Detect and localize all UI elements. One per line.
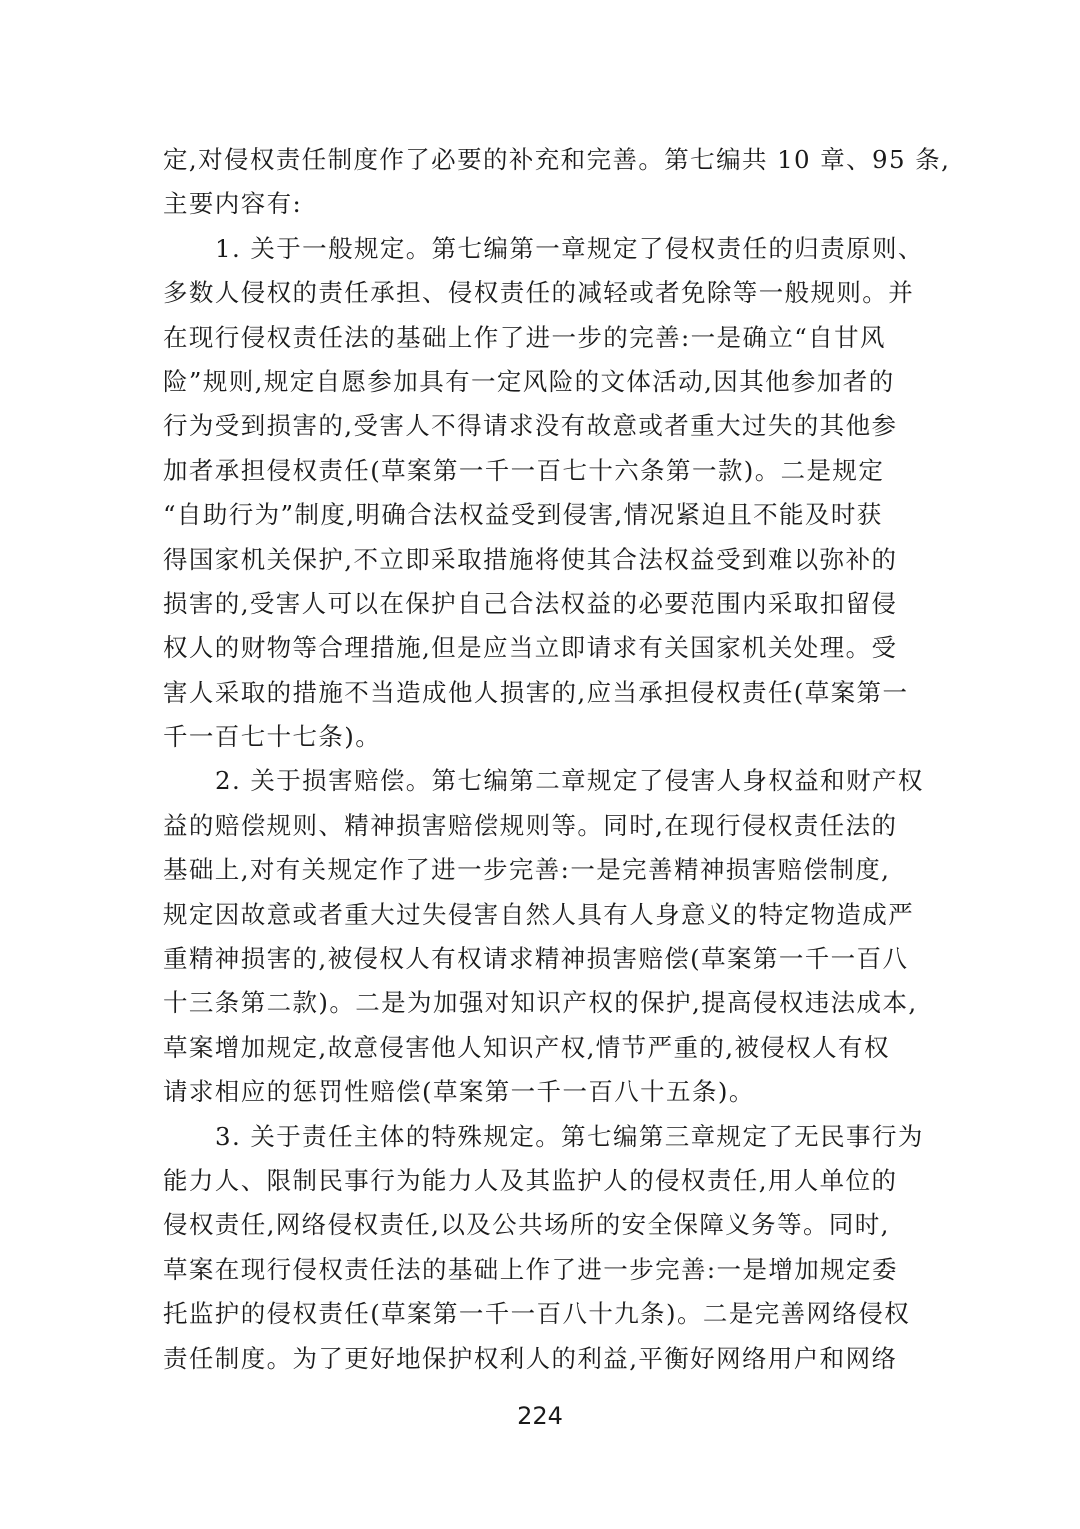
text-line: 害人采取的措施不当造成他人损害的,应当承担侵权责任(草案第一 — [163, 677, 909, 707]
text-line: 托监护的侵权责任(草案第一千一百八十九条)。二是完善网络侵权 — [163, 1299, 911, 1329]
text-line: 能力人、限制民事行为能力人及其监护人的侵权责任,用人单位的 — [163, 1165, 898, 1195]
text-line: 行为受到损害的,受害人不得请求没有故意或者重大过失的其他参 — [163, 411, 898, 441]
text-line: 草案增加规定,故意侵害他人知识产权,情节严重的,被侵权人有权 — [163, 1032, 890, 1062]
text-line: 定,对侵权责任制度作了必要的补充和完善。第七编共 10 章、95 条, — [163, 145, 951, 174]
page-number: 224 — [517, 1402, 563, 1430]
text-line: 1. 关于一般规定。第七编第一章规定了侵权责任的归责原则、 — [215, 233, 924, 263]
text-line: 十三条第二款)。二是为加强对知识产权的保护,提高侵权违法成本, — [163, 988, 918, 1018]
text-line: 千一百七十七条)。 — [163, 722, 382, 752]
text-line: 侵权责任,网络侵权责任,以及公共场所的安全保障义务等。同时, — [163, 1210, 890, 1240]
text-line: 主要内容有: — [163, 189, 303, 219]
text-line: 草案在现行侵权责任法的基础上作了进一步完善:一是增加规定委 — [163, 1254, 898, 1284]
text-line: 得国家机关保护,不立即采取措施将使其合法权益受到难以弥补的 — [163, 544, 898, 574]
text-line: 加者承担侵权责任(草案第一千一百七十六条第一款)。二是规定 — [163, 455, 885, 485]
text-line: 3. 关于责任主体的特殊规定。第七编第三章规定了无民事行为 — [215, 1121, 924, 1151]
text-line: 在现行侵权责任法的基础上作了进一步的完善:一是确立“自甘风 — [163, 322, 886, 352]
text-line: 重精神损害的,被侵权人有权请求精神损害赔偿(草案第一千一百八 — [163, 944, 909, 974]
text-line: 权人的财物等合理措施,但是应当立即请求有关国家机关处理。受 — [163, 633, 898, 663]
body-text — [163, 138, 951, 1381]
text-line: 规定因故意或者重大过失侵害自然人具有人身意义的特定物造成严 — [163, 899, 915, 929]
text-line: “自助行为”制度,明确合法权益受到侵害,情况紧迫且不能及时获 — [163, 500, 883, 530]
text-line: 损害的,受害人可以在保护自己合法权益的必要范围内采取扣留侵 — [163, 588, 898, 618]
text-line: 益的赔偿规则、精神损害赔偿规则等。同时,在现行侵权责任法的 — [163, 810, 898, 840]
text-line: 险”规则,规定自愿参加具有一定风险的文体活动,因其他参加者的 — [163, 366, 895, 396]
text-line: 基础上,对有关规定作了进一步完善:一是完善精神损害赔偿制度, — [163, 855, 891, 885]
text-line: 2. 关于损害赔偿。第七编第二章规定了侵害人身权益和财产权 — [215, 766, 924, 796]
text-line: 责任制度。为了更好地保护权利人的利益,平衡好网络用户和网络 — [163, 1343, 898, 1373]
text-line: 请求相应的惩罚性赔偿(草案第一千一百八十五条)。 — [163, 1077, 755, 1107]
text-line: 多数人侵权的责任承担、侵权责任的减轻或者免除等一般规则。并 — [163, 278, 915, 308]
